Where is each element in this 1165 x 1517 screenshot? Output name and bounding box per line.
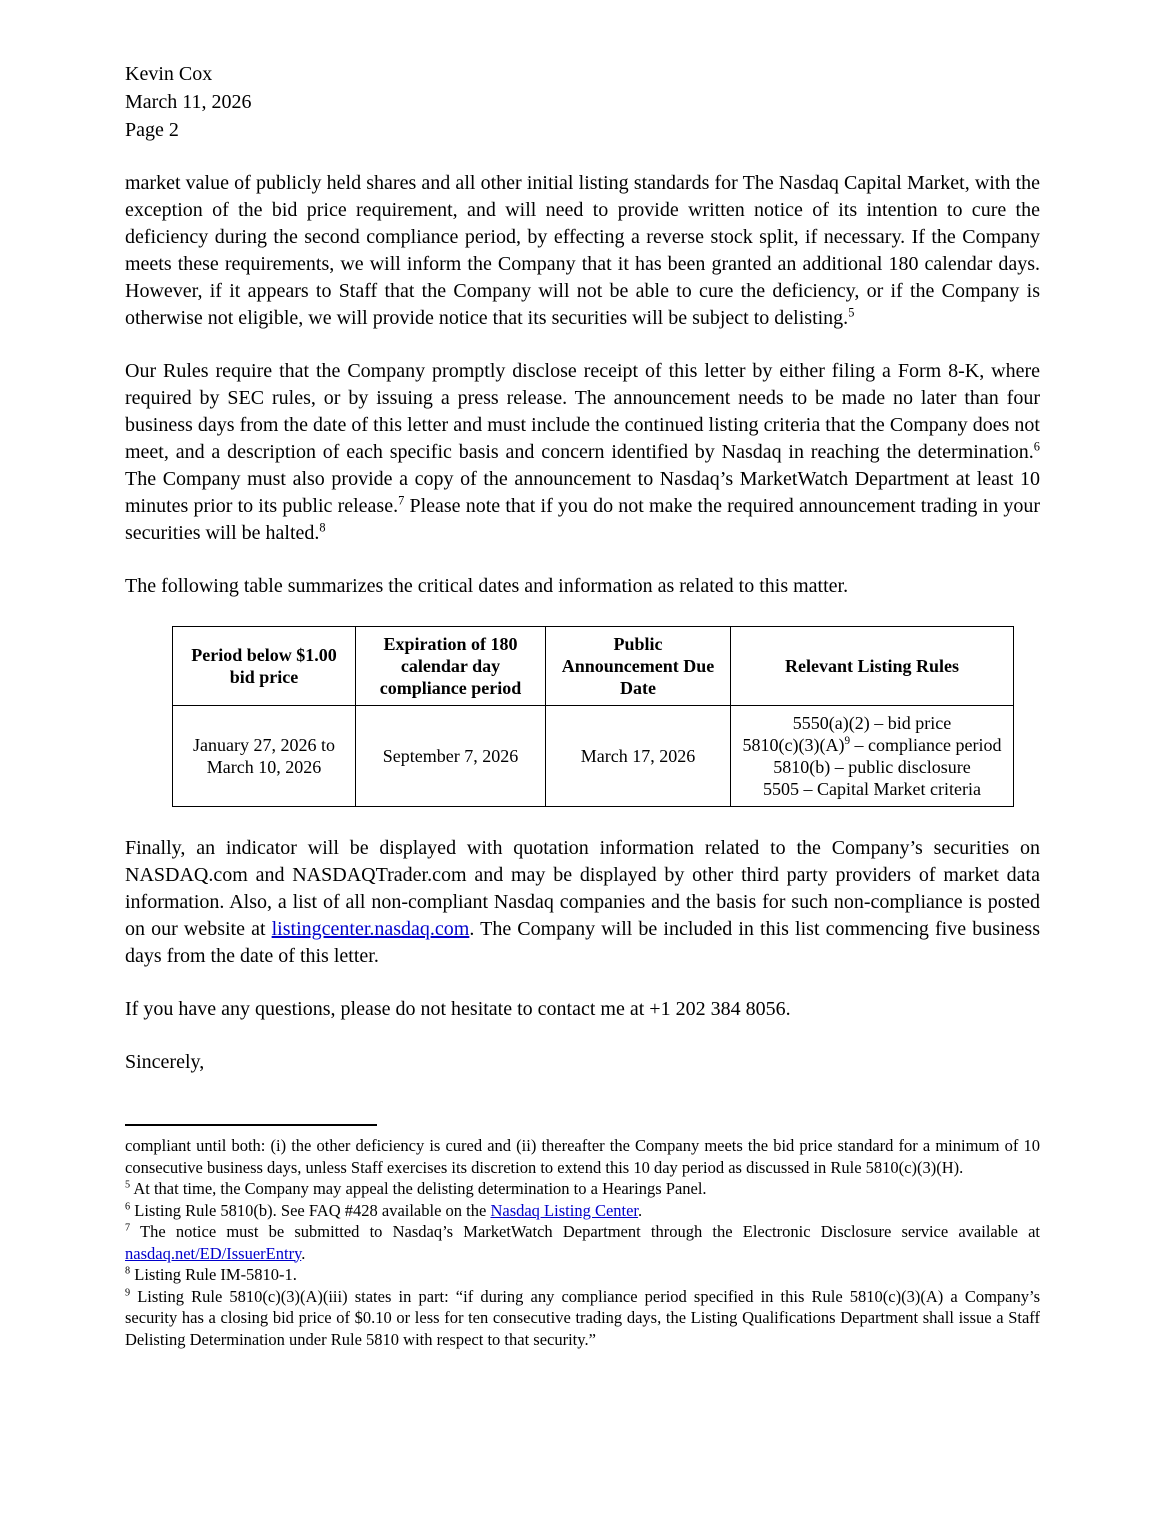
critical-dates-table-head — [173, 627, 1014, 706]
rule-compliance-period — [739, 734, 1005, 756]
footnote-ref-5: 5 — [848, 305, 855, 320]
footnote-6 — [125, 1200, 1040, 1222]
paragraph-indicator-text-1: Finally, an indicator will be displayed with quotation information related to the Company’s securities on NASDAQ.com and NASDAQTrader.com and may be displayed by other third party providers of market data information. Also, a list of all non-compliant Nasdaq companies and the basis for such non-compliance is posted on our website at — [125, 837, 1040, 940]
rule-compliance-period-text-1: 5810(c)(3)(A) — [742, 735, 845, 755]
footnote-7 — [125, 1221, 1040, 1264]
cell-bid-price-period: January 27, 2026 to March 10, 2026 — [173, 706, 356, 807]
footnote-ref-8: 8 — [319, 520, 326, 535]
paragraph-disclosure-rules — [125, 358, 1040, 547]
issuer-entry-link[interactable]: nasdaq.net/ED/IssuerEntry — [125, 1243, 302, 1263]
paragraph-table-intro: The following table summarizes the critical dates and information as related to this matter. — [125, 575, 849, 597]
table-header-row — [173, 627, 1014, 706]
cell-announcement-due-date: March 17, 2026 — [546, 706, 731, 807]
footnote-ref-7: 7 — [398, 493, 405, 508]
rule-public-disclosure: 5810(b) – public disclosure — [773, 757, 971, 777]
footnote-5 — [125, 1178, 1040, 1200]
paragraph-indicator-text-2: . The Company will be included in this list commencing five business days from the date of this letter. — [125, 918, 1040, 967]
table-row — [173, 706, 1014, 807]
footnote-5-number: 5 — [125, 1179, 131, 1191]
paragraph-contact: If you have any questions, please do not hesitate to contact me at +1 202 384 8056. — [125, 998, 791, 1020]
paragraph-compliance-period-text: market value of publicly held shares and all other initial listing standards for The Nasdaq Capital Market, with the exception of the bid price requirement, and will need to provide written notice of its intention to cure the deficiency during the second compliance period, by effecting a reverse stock split, if necessary. If the Company meets these requirements, we will inform the Company that it has been granted an additional 180 calendar days. However, if it appears to Staff that the Company will not be able to cure the deficiency, or if the Company is otherwise not eligible, we will provide notice that its securities will be subject to delisting. — [125, 172, 1040, 329]
footnote-8-number: 8 — [125, 1265, 131, 1277]
letter-date: March 11, 2026 — [125, 91, 252, 113]
footnote-9-text: Listing Rule 5810(c)(3)(A)(iii) states in part: “if during any compliance period specified in this Rule 5810(c)(3)(A) a Company’s security has a closing bid price of $0.10 or less for ten consecutive trading days, the Listing Qualifications Department shall issue a Staff Delisting Determination under Rule 5810 with respect to that security.” — [125, 1286, 1040, 1349]
rule-capital-market: 5505 – Capital Market criteria — [763, 779, 981, 799]
footnote-7-text-1: The notice must be submitted to Nasdaq’s MarketWatch Department through the Electronic Disclosure service available at — [130, 1222, 1040, 1241]
paragraph-indicator — [125, 835, 1040, 970]
cell-listing-rules — [731, 706, 1014, 807]
footnote-6-text-1: Listing Rule 5810(b). See FAQ #428 available on the — [130, 1200, 491, 1220]
footnotes-section — [125, 1124, 1040, 1350]
footnote-8 — [125, 1264, 1040, 1286]
footnote-continuation: compliant until both: (i) the other deficiency is cured and (ii) thereafter the Company meets the bid price standard for a minimum of 10 consecutive business days, unless Staff exercises its discretion to extend this 10 day period as discussed in Rule 5810(c)(3)(H). — [125, 1136, 1040, 1177]
footnote-6-text-2: . — [638, 1200, 643, 1220]
critical-dates-table-body — [173, 706, 1014, 807]
footnote-9 — [125, 1286, 1040, 1351]
footnote-5-text: At that time, the Company may appeal the delisting determination to a Hearings Panel. — [130, 1179, 707, 1198]
listing-center-link[interactable]: listingcenter.nasdaq.com — [271, 918, 470, 940]
paragraph-disclosure-text-1: Our Rules require that the Company promptly disclose receipt of this letter by either filing a Form 8-K, where required by SEC rules, or by issuing a press release. The announcement needs to be made no later than four business days from the date of this letter and must include the continued listing criteria that the Company does not meet, and a description of each specific basis and concern identified by Nasdaq in reaching the determination. — [125, 360, 1040, 463]
rule-bid-price: 5550(a)(2) – bid price — [792, 713, 952, 733]
recipient-name: Kevin Cox — [125, 63, 213, 85]
rule-compliance-period-text-2: – compliance period — [850, 735, 1002, 755]
footnote-ref-9: 9 — [844, 735, 851, 747]
footnote-9-number: 9 — [125, 1287, 131, 1298]
footnote-separator — [125, 1124, 377, 1126]
paragraph-compliance-period — [125, 170, 1040, 332]
footnote-ref-6: 6 — [1033, 439, 1040, 454]
col-header-bid-price-period: Period below $1.00 bid price — [173, 627, 356, 706]
footnote-7-number: 7 — [125, 1222, 131, 1234]
footnote-6-number: 6 — [125, 1201, 131, 1212]
page-number: Page 2 — [125, 119, 179, 141]
col-header-listing-rules: Relevant Listing Rules — [731, 627, 1014, 706]
closing-sincerely: Sincerely, — [125, 1051, 205, 1073]
col-header-expiration: Expiration of 180 calendar day compliance period — [356, 627, 546, 706]
col-header-announcement-due: Public Announcement Due Date — [546, 627, 731, 706]
paragraph-disclosure-text-3: Please note that if you do not make the required announcement trading in your securities will be halted. — [125, 495, 1040, 544]
footnote-7-text-2: . — [301, 1243, 306, 1263]
critical-dates-table — [172, 626, 1014, 807]
letter-header — [125, 60, 1040, 144]
nasdaq-listing-center-link[interactable]: Nasdaq Listing Center — [490, 1200, 639, 1220]
paragraph-disclosure-text-2: The Company must also provide a copy of the announcement to Nasdaq’s MarketWatch Department at least 10 minutes prior to its public release. — [125, 468, 1040, 517]
footnote-8-text: Listing Rule IM-5810-1. — [130, 1265, 297, 1284]
cell-expiration-date: September 7, 2026 — [356, 706, 546, 807]
